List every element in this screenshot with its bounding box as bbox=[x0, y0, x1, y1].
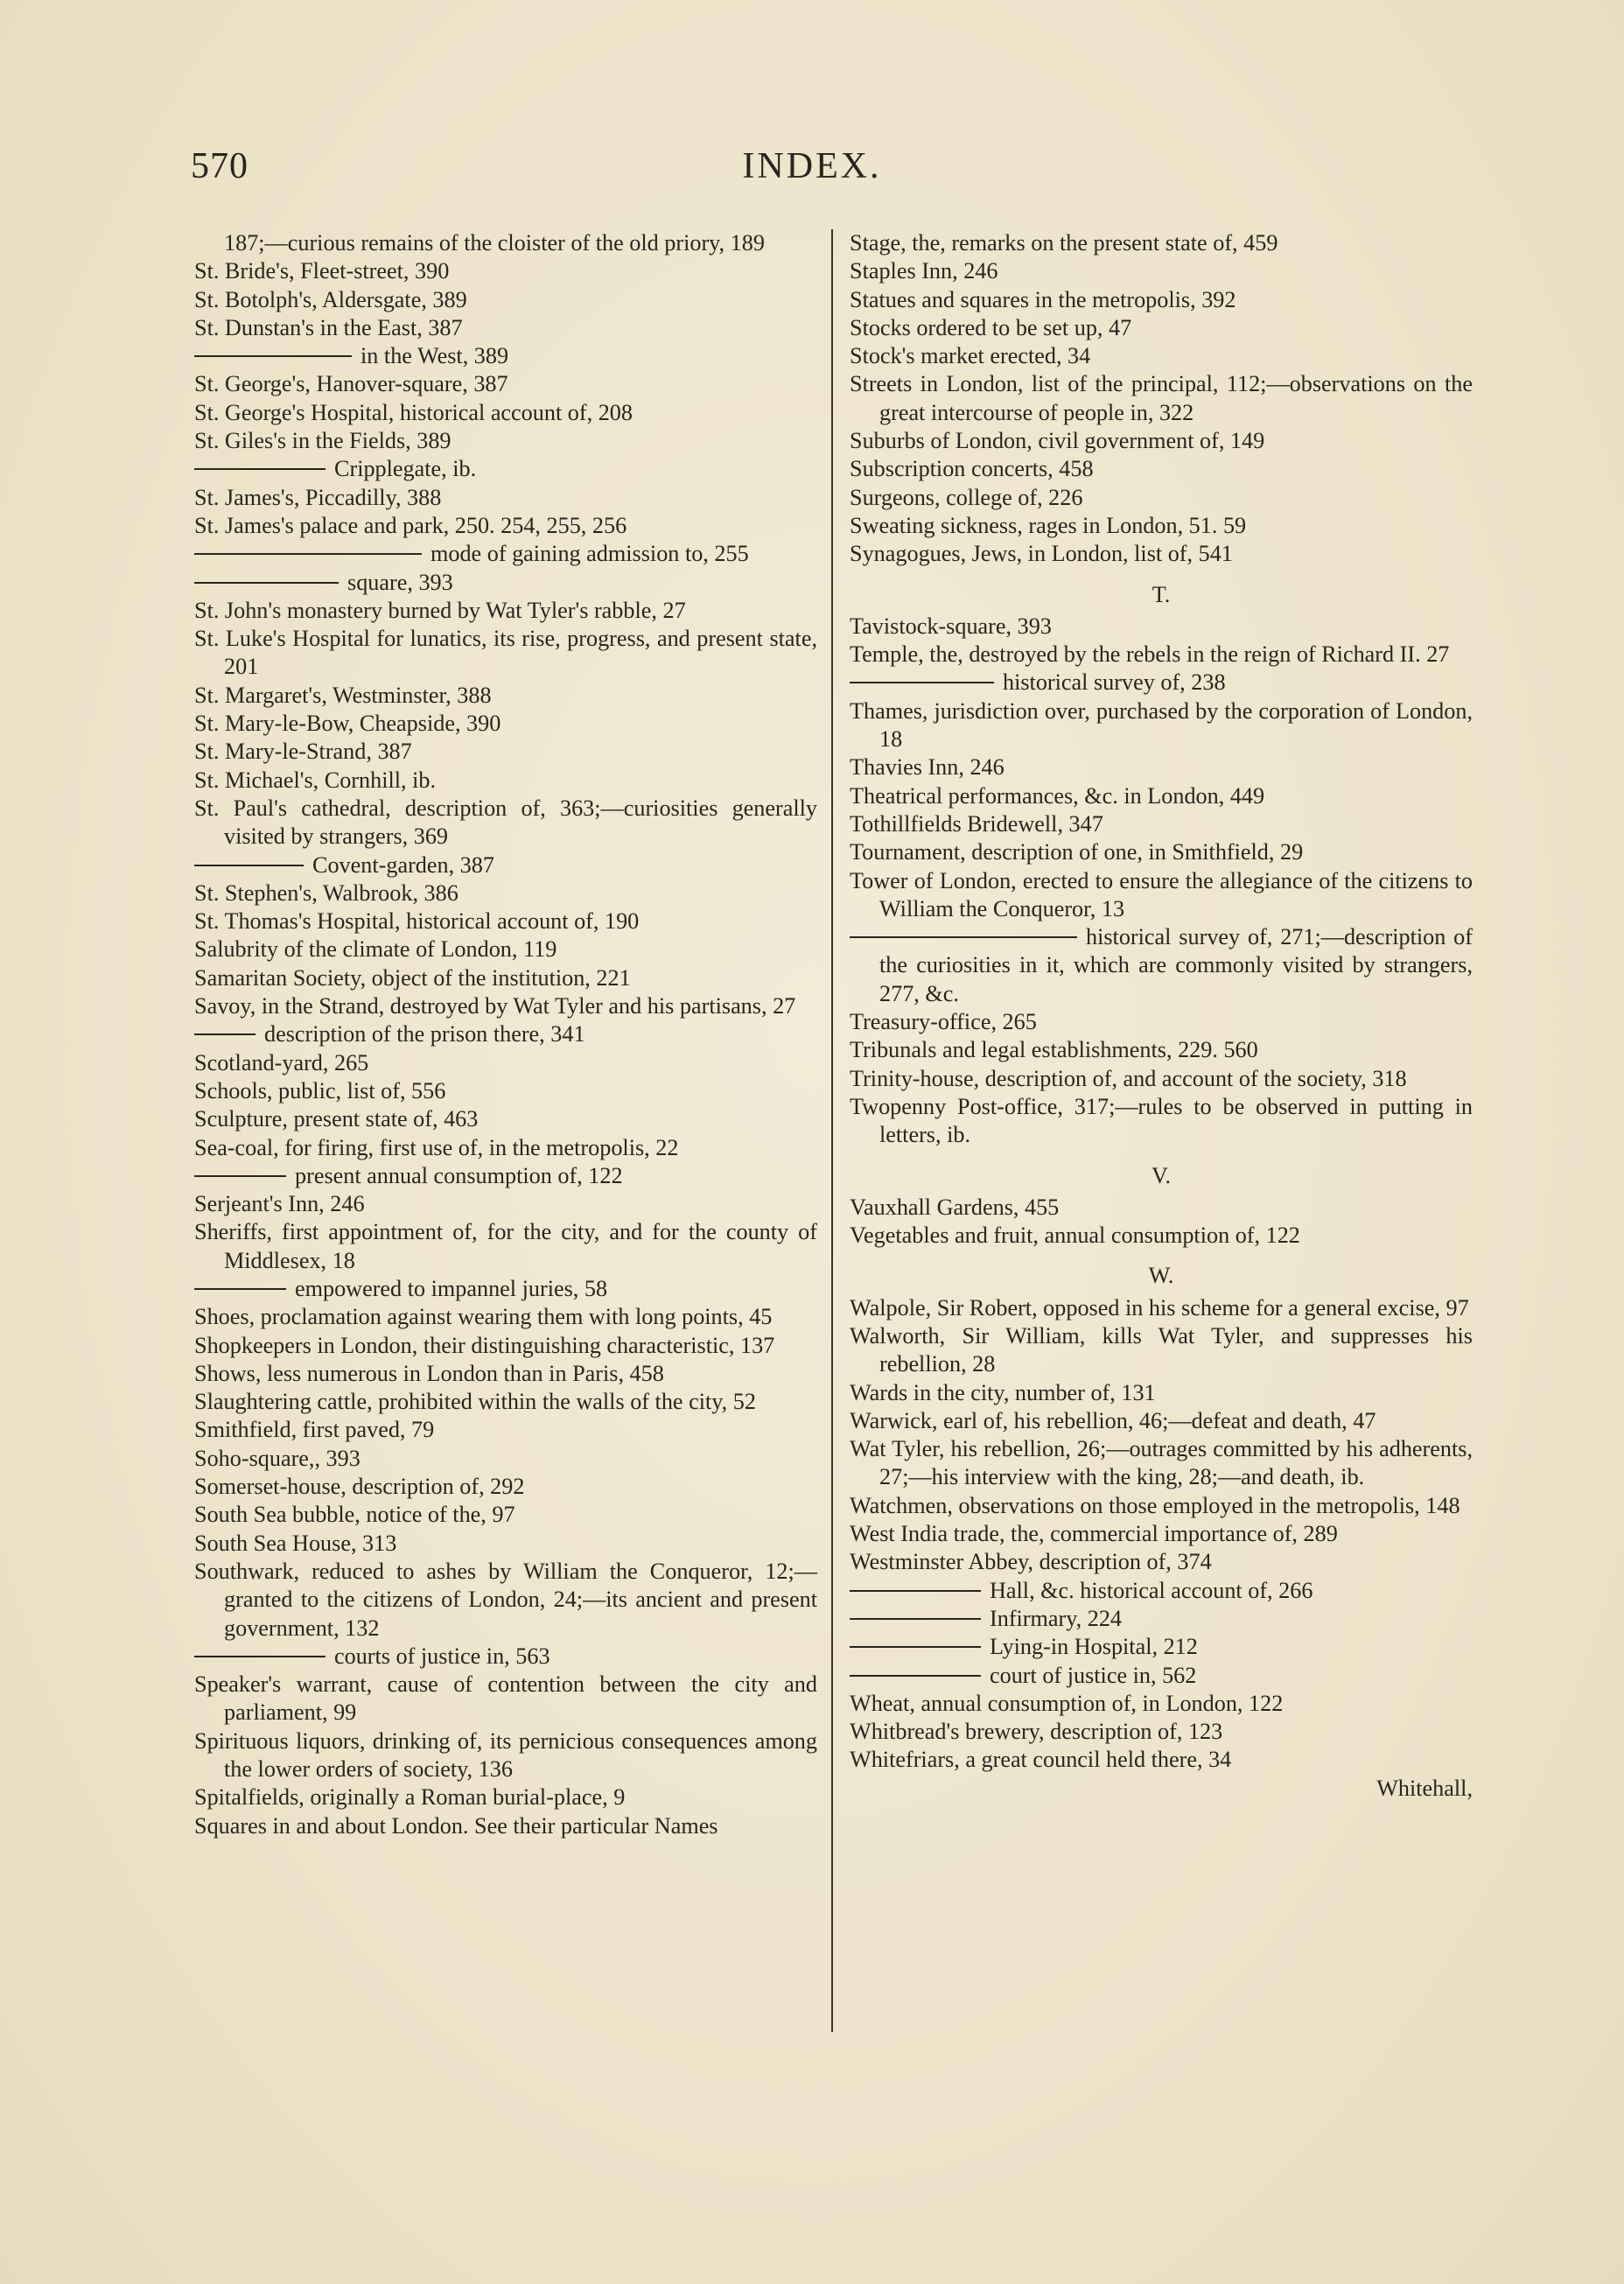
index-entry: St. Michael's, Cornhill, ib. bbox=[194, 767, 437, 793]
index-subentry-text: Infirmary, 224 bbox=[990, 1605, 1123, 1631]
index-subentry bbox=[850, 1633, 1473, 1661]
index-subentry bbox=[850, 669, 1473, 697]
ditto-rule bbox=[850, 682, 994, 683]
index-entry: Tribunals and legal establishments, 229. 560 bbox=[850, 1037, 1258, 1063]
ditto-rule bbox=[194, 553, 422, 555]
index-subentry-text: historical survey of, 238 bbox=[1003, 669, 1226, 696]
ditto-rule bbox=[194, 1288, 286, 1290]
index-entry: Surgeons, college of, 226 bbox=[850, 484, 1083, 510]
index-entry: St. Giles's in the Fields, 389 bbox=[194, 428, 452, 454]
index-entry: Walpole, Sir Robert, opposed in his scheme for a general excise, 97 bbox=[850, 1294, 1469, 1321]
index-subentry bbox=[194, 1643, 817, 1671]
index-entry: Squares in and about London. See their particular Names bbox=[194, 1812, 718, 1839]
page-title: INDEX. bbox=[742, 146, 882, 186]
index-entry: Twopenny Post-office, 317;—rules to be observed in putting in letters, ib. bbox=[850, 1093, 1473, 1148]
index-entry: Sheriffs, first appointment of, for the city, and for the county of Middlesex, 18 bbox=[194, 1219, 817, 1273]
index-subentry bbox=[194, 1275, 817, 1303]
index-entry: Whitbread's brewery, description of, 123 bbox=[850, 1719, 1223, 1745]
index-entry: 187;—curious remains of the cloister of the old priory, 189 bbox=[224, 230, 765, 256]
index-subentry-text: Lying-in Hospital, 212 bbox=[990, 1634, 1198, 1660]
index-entry: West India trade, the, commercial importance of, 289 bbox=[850, 1521, 1338, 1547]
index-entry: St. Mary-le-Strand, 387 bbox=[194, 739, 412, 765]
catchword: Whitehall, bbox=[1376, 1775, 1473, 1801]
page-number: 570 bbox=[191, 146, 248, 186]
ditto-rule bbox=[194, 1033, 256, 1035]
index-entry: St. Stephen's, Walbrook, 386 bbox=[194, 879, 458, 906]
index-subentry-text: Cripplegate, ib. bbox=[334, 456, 477, 482]
index-entry: Treasury-office, 265 bbox=[850, 1009, 1037, 1035]
index-subentry-text: description of the prison there, 341 bbox=[264, 1021, 585, 1047]
index-entry: Somerset-house, description of, 292 bbox=[194, 1474, 525, 1500]
ditto-rule bbox=[850, 1618, 981, 1620]
index-subentry-text: mode of gaining admission to, 255 bbox=[430, 541, 749, 567]
index-entry: St. Dunstan's in the East, 387 bbox=[194, 314, 463, 340]
index-subentry-text: in the West, 389 bbox=[360, 343, 509, 369]
index-entry: Scotland-yard, 265 bbox=[194, 1049, 369, 1075]
index-entry: Vegetables and fruit, annual consumption of, 122 bbox=[850, 1223, 1300, 1249]
index-entry: Shows, less numerous in London than in Paris, 458 bbox=[194, 1360, 664, 1386]
index-entry: Tournament, description of one, in Smithfield, 29 bbox=[850, 839, 1304, 865]
index-entry: St. Mary-le-Bow, Cheapside, 390 bbox=[194, 711, 501, 737]
index-entry: Tavistock-square, 393 bbox=[850, 613, 1052, 639]
index-entry: St. George's, Hanover-square, 387 bbox=[194, 371, 508, 397]
ditto-rule bbox=[194, 355, 352, 357]
ditto-rule bbox=[850, 1590, 981, 1592]
index-entry: Samaritan Society, object of the institution, 221 bbox=[194, 964, 631, 991]
index-entry: Shoes, proclamation against wearing them with long points, 45 bbox=[194, 1304, 773, 1330]
ditto-rule bbox=[194, 865, 304, 866]
ditto-rule bbox=[850, 1646, 981, 1648]
index-subentry bbox=[194, 851, 817, 879]
index-entry: Thames, jurisdiction over, purchased by the corporation of London, 18 bbox=[850, 697, 1473, 753]
index-entry: Schools, public, list of, 556 bbox=[194, 1077, 446, 1103]
index-subentry-text: present annual consumption of, 122 bbox=[295, 1162, 623, 1188]
index-entry: St. James's, Piccadilly, 388 bbox=[194, 484, 442, 510]
index-entry: Shopkeepers in London, their distinguishing characteristic, 137 bbox=[194, 1332, 775, 1358]
index-entry: Walworth, Sir William, kills Wat Tyler, and suppresses his rebellion, 28 bbox=[850, 1322, 1473, 1377]
index-entry: Savoy, in the Strand, destroyed by Wat Tyler and his partisans, 27 bbox=[194, 993, 796, 1019]
index-entry: Stocks ordered to be set up, 47 bbox=[850, 314, 1132, 340]
index-entry: Sculpture, present state of, 463 bbox=[194, 1106, 479, 1132]
index-entry: Streets in London, list of the principal, 112;—observations on the great intercourse of people in, 322 bbox=[850, 371, 1473, 425]
index-entry: Subscription concerts, 458 bbox=[850, 456, 1094, 482]
ditto-rule bbox=[194, 582, 339, 584]
index-letter-heading: W. bbox=[1148, 1263, 1174, 1289]
index-entry: Westminster Abbey, description of, 374 bbox=[850, 1549, 1212, 1575]
ditto-rule bbox=[194, 468, 326, 470]
index-entry: Thavies Inn, 246 bbox=[850, 754, 1004, 781]
index-entry: Southwark, reduced to ashes by William the Conqueror, 12;—granted to the citizens of London, 24;—its ancient and present government, 132 bbox=[194, 1558, 817, 1641]
index-entry: Slaughtering cattle, prohibited within the walls of the city, 52 bbox=[194, 1389, 756, 1415]
ditto-rule bbox=[850, 1675, 981, 1677]
index-entry: Suburbs of London, civil government of, 149 bbox=[850, 428, 1265, 454]
index-entry: Sea-coal, for firing, first use of, in the metropolis, 22 bbox=[194, 1134, 679, 1160]
index-column-left bbox=[194, 229, 817, 1840]
index-entry: St. George's Hospital, historical account of, 208 bbox=[194, 399, 633, 425]
index-entry: St. Botolph's, Aldersgate, 389 bbox=[194, 286, 467, 312]
index-entry: Tower of London, erected to ensure the allegiance of the citizens to William the Conqueror, 13 bbox=[850, 867, 1473, 921]
index-entry: Soho-square,, 393 bbox=[194, 1445, 360, 1471]
index-entry: Stage, the, remarks on the present state of, 459 bbox=[850, 230, 1278, 256]
index-subentry bbox=[194, 540, 817, 568]
index-entry: Sweating sickness, rages in London, 51. 59 bbox=[850, 512, 1247, 538]
index-entry: St. Bride's, Fleet-street, 390 bbox=[194, 258, 450, 284]
ditto-rule bbox=[850, 936, 1077, 938]
column-divider bbox=[831, 229, 833, 2032]
index-entry: Staples Inn, 246 bbox=[850, 258, 998, 284]
index-entry: Statues and squares in the metropolis, 392 bbox=[850, 286, 1236, 312]
index-entry: St. Margaret's, Westminster, 388 bbox=[194, 682, 492, 708]
index-entry: St. John's monastery burned by Wat Tyler's rabble, 27 bbox=[194, 597, 686, 623]
index-entry: Trinity-house, description of, and account of the society, 318 bbox=[850, 1065, 1407, 1091]
index-subentry bbox=[850, 1662, 1473, 1690]
index-entry: Serjeant's Inn, 246 bbox=[194, 1191, 365, 1217]
index-entry: South Sea bubble, notice of the, 97 bbox=[194, 1502, 515, 1528]
index-subentry bbox=[850, 1577, 1473, 1605]
index-entry: Speaker's warrant, cause of contention between the city and parliament, 99 bbox=[194, 1671, 817, 1726]
index-column-right bbox=[850, 229, 1473, 1803]
index-entry: Stock's market erected, 34 bbox=[850, 343, 1091, 369]
index-entry: St. Paul's cathedral, description of, 363;—curiosities generally visited by strangers, 369 bbox=[194, 795, 817, 850]
index-entry: Vauxhall Gardens, 455 bbox=[850, 1194, 1060, 1220]
index-subentry-text: empowered to impannel juries, 58 bbox=[295, 1275, 608, 1301]
index-entry: Temple, the, destroyed by the rebels in the reign of Richard II. 27 bbox=[850, 641, 1450, 668]
index-entry: Synagogues, Jews, in London, list of, 541 bbox=[850, 541, 1233, 567]
index-subentry bbox=[194, 1020, 817, 1048]
index-subentry bbox=[194, 1162, 817, 1190]
index-subentry bbox=[850, 1605, 1473, 1633]
index-entry: Spitalfields, originally a Roman burial-place, 9 bbox=[194, 1784, 626, 1811]
index-entry: Warwick, earl of, his rebellion, 46;—defeat and death, 47 bbox=[850, 1407, 1376, 1433]
index-subentry bbox=[194, 455, 817, 483]
index-letter-heading: V. bbox=[1151, 1162, 1172, 1188]
index-entry: Wards in the city, number of, 131 bbox=[850, 1379, 1156, 1405]
index-subentry bbox=[194, 569, 817, 597]
index-subentry-text: court of justice in, 562 bbox=[990, 1662, 1197, 1688]
index-entry: Watchmen, observations on those employed in the metropolis, 148 bbox=[850, 1492, 1460, 1518]
index-entry: Spirituous liquors, drinking of, its pernicious consequences among the lower orders of society, 136 bbox=[194, 1727, 817, 1783]
index-entry: Wat Tyler, his rebellion, 26;—outrages committed by his adherents, 27;—his interview with the king, 28;—and death, ib. bbox=[850, 1436, 1473, 1490]
index-subentry bbox=[194, 342, 817, 370]
index-subentry-text: Hall, &c. historical account of, 266 bbox=[990, 1577, 1313, 1603]
index-entry: Theatrical performances, &c. in London, 449 bbox=[850, 782, 1265, 809]
index-entry: St. James's palace and park, 250. 254, 255, 256 bbox=[194, 512, 627, 538]
index-subentry bbox=[850, 923, 1473, 1008]
index-entry: Wheat, annual consumption of, in London, 122 bbox=[850, 1690, 1284, 1716]
index-entry: St. Thomas's Hospital, historical account of, 190 bbox=[194, 908, 640, 935]
index-subentry-text: square, 393 bbox=[347, 569, 453, 595]
index-entry: Tothillfields Bridewell, 347 bbox=[850, 810, 1103, 837]
index-entry: Smithfield, first paved, 79 bbox=[194, 1417, 435, 1443]
ditto-rule bbox=[194, 1656, 326, 1657]
index-entry: Whitefriars, a great council held there, 34 bbox=[850, 1747, 1232, 1773]
index-letter-heading: T. bbox=[1152, 581, 1171, 607]
index-subentry-text: courts of justice in, 563 bbox=[334, 1643, 550, 1669]
index-subentry-text: Covent-garden, 387 bbox=[312, 851, 494, 878]
index-subentry-text: historical survey of, 271;—description of the curiosities in it, which are commonly visited by strangers, 277, &c. bbox=[879, 924, 1473, 1006]
index-entry: South Sea House, 313 bbox=[194, 1530, 397, 1556]
index-entry: St. Luke's Hospital for lunatics, its rise, progress, and present state, 201 bbox=[194, 626, 817, 680]
ditto-rule bbox=[194, 1175, 286, 1177]
index-entry: Salubrity of the climate of London, 119 bbox=[194, 936, 557, 963]
